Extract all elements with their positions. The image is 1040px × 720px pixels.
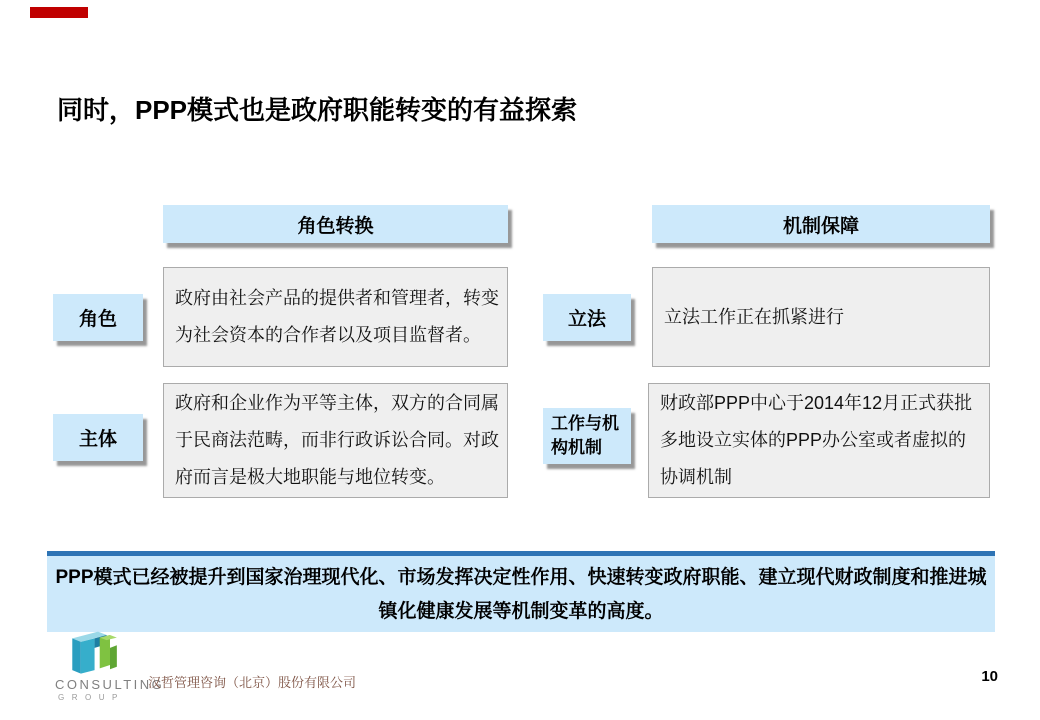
- work-mechanism-text-line-2: 多地设立实体的PPP办公室或者虚拟的协调机制: [660, 430, 967, 487]
- red-accent-bar: [30, 7, 88, 18]
- subject-textbox: [163, 383, 508, 498]
- page-number: 10: [981, 668, 998, 685]
- conclusion-banner: [47, 551, 995, 632]
- role-text-line-1: 政府由社会产品的提供者和管理者，转变: [175, 288, 499, 308]
- legislation-text-line-1: 立法工作正在抓紧进行: [664, 306, 844, 327]
- company-name: 汉哲管理咨询（北京）股份有限公司: [148, 675, 357, 690]
- role-textbox: [163, 267, 508, 367]
- work-mechanism-textbox: [648, 383, 990, 498]
- mechanism-guarantee-header: 机制保障: [652, 205, 990, 243]
- role-label: 角色: [53, 294, 143, 341]
- work-mechanism-label: 工作与机构机制: [543, 408, 631, 464]
- subject-text-line-1: 政府和企业作为平等主体，双方的合同属: [175, 393, 499, 413]
- conclusion-banner-line-2: 镇化健康发展等机制变革的高度。: [378, 601, 664, 622]
- legislation-textbox: [652, 267, 990, 367]
- company-logo-icon: [55, 629, 141, 677]
- work-mechanism-text-line-1: 财政部PPP中心于2014年12月正式获批: [660, 393, 973, 413]
- subject-text-line-3: 府而言是极大地职能与地位转变。: [175, 467, 445, 487]
- slide-title: 同时，PPP模式也是政府职能转变的有益探索: [57, 95, 578, 125]
- subject-label: 主体: [53, 414, 143, 461]
- logo-consulting-text: CONSULTING: [55, 677, 165, 692]
- conclusion-banner-line-1: PPP模式已经被提升到国家治理现代化、市场发挥决定性作用、快速转变政府职能、建立现代财政制度和推进城: [55, 567, 987, 588]
- legislation-label: 立法: [543, 294, 631, 341]
- role-transition-header: 角色转换: [163, 205, 508, 243]
- role-text-line-2: 为社会资本的合作者以及项目监督者。: [175, 325, 481, 345]
- logo-group-text: GROUP: [58, 693, 125, 702]
- subject-text-line-2: 于民商法范畴，而非行政诉讼合同。对政: [175, 430, 499, 450]
